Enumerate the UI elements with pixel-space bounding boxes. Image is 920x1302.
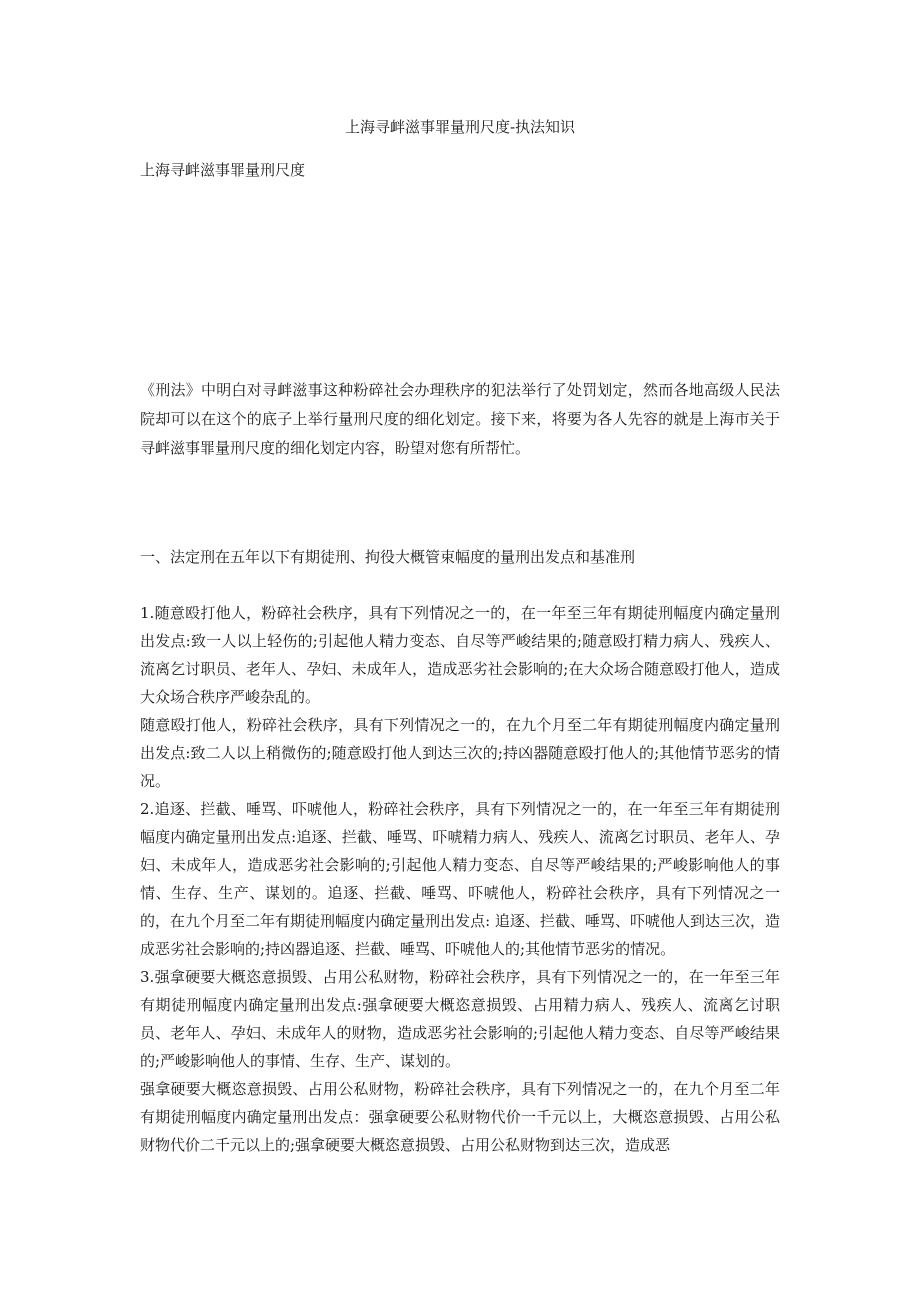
paragraph: 2.追逐、拦截、唾骂、吓唬他人，粉碎社会秩序，具有下列情况之一的，在一年至三年有期徒刑幅度内确定量刑出发点:追逐、拦截、唾骂、吓唬精力病人、残疾人、流离乞讨职员、老年人、孕妇、未成年人，造成恶劣社会影响的;引起他人精力变态、自尽等严峻结果的;严峻影响他人的事情、生存、生产、谋划的。追逐、拦截、唾骂、吓唬他人，粉碎社会秩序，具有下列情况之一的，在九个月至二年有期徒刑幅度内确定量刑出发点: 追逐、拦截、唾骂、吓唬他人到达三次，造成恶劣社会影响的;持凶器追逐、拦截、唾骂、吓唬他人的;其他情节恶劣的情况。 <box>140 800 780 958</box>
paragraph: 3.强拿硬要大概恣意损毁、占用公私财物，粉碎社会秩序，具有下列情况之一的，在一年至三年有期徒刑幅度内确定量刑出发点:强拿硬要大概恣意损毁、占用精力病人、残疾人、流离乞讨职员、老年人、孕妇、未成年人的财物，造成恶劣社会影响的;引起他人精力变态、自尽等严峻结果的;严峻影响他人的事情、生存、生产、谋划的。 <box>140 968 780 1070</box>
intro-paragraph: 《刑法》中明白对寻衅滋事这种粉碎社会办理秩序的犯法举行了处罚划定，然而各地高级人民法院却可以在这个的底子上举行量刑尺度的细化划定。接下来，将要为各人先容的就是上海市关于寻衅滋事罪量刑尺度的细化划定内容，盼望对您有所帮忙。 <box>140 381 780 457</box>
section-heading: 一、法定刑在五年以下有期徒刑、拘役大概管束幅度的量刑出发点和基准刑 <box>140 548 636 566</box>
paragraph: 强拿硬要大概恣意损毁、占用公私财物，粉碎社会秩序，具有下列情况之一的，在九个月至二年有期徒刑幅度内确定量刑出发点：强拿硬要公私财物代价一千元以上，大概恣意损毁、占用公私财物代价二千元以上的;强拿硬要大概恣意损毁、占用公私财物到达三次，造成恶 <box>140 1080 780 1154</box>
body-text <box>140 599 780 1159</box>
document-subtitle: 上海寻衅滋事罪量刑尺度 <box>140 161 306 179</box>
paragraph: 1.随意殴打他人，粉碎社会秩序，具有下列情况之一的，在一年至三年有期徒刑幅度内确定量刑出发点:致一人以上轻伤的;引起他人精力变态、自尽等严峻结果的;随意殴打精力病人、残疾人、流离乞讨职员、老年人、孕妇、未成年人，造成恶劣社会影响的;在大众场合随意殴打他人，造成大众场合秩序严峻杂乱的。 <box>140 604 780 706</box>
document-title: 上海寻衅滋事罪量刑尺度-执法知识 <box>344 118 576 136</box>
paragraph: 随意殴打他人，粉碎社会秩序，具有下列情况之一的，在九个月至二年有期徒刑幅度内确定量刑出发点:致二人以上稍微伤的;随意殴打他人到达三次的;持凶器随意殴打他人的;其他情节恶劣的情况。 <box>140 716 780 790</box>
